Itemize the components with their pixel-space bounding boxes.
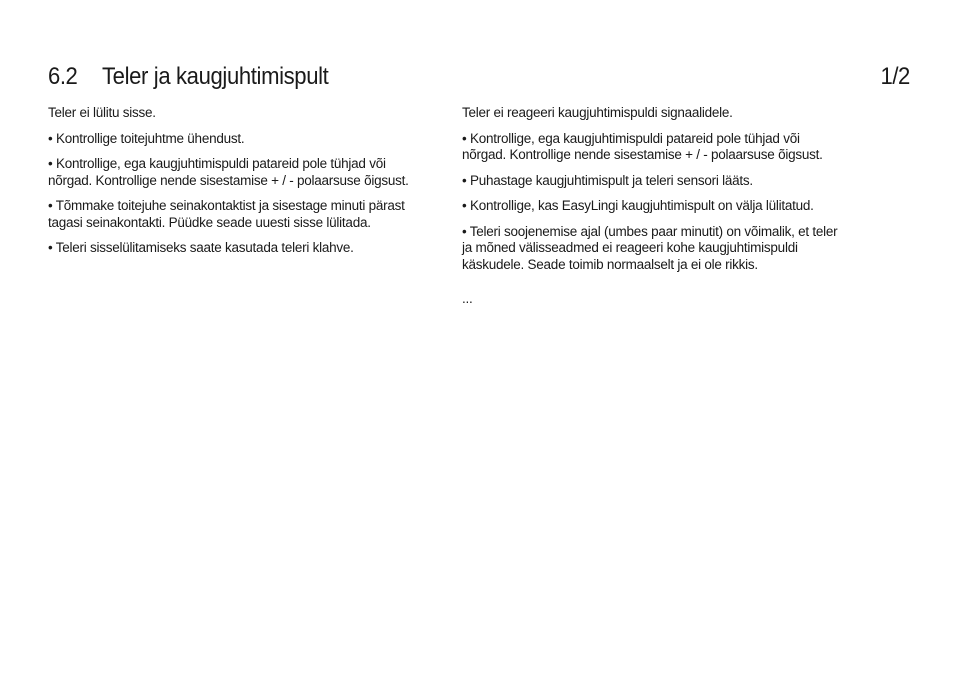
right-column (462, 105, 847, 317)
left-column (48, 105, 433, 266)
page-indicator: 1/2 (880, 63, 910, 90)
section-number: 6.2 (48, 63, 78, 90)
right-column-heading: Teler ei reageeri kaugjuhtimispuldi signaalidele. (462, 105, 733, 120)
left-column-heading: Teler ei lülitu sisse. (48, 105, 156, 120)
right-item-3: • Kontrollige, kas EasyLingi kaugjuhtimispult on välja lülitatud. (462, 198, 814, 213)
continuation-ellipsis: ... (462, 291, 473, 306)
section-title: Teler ja kaugjuhtimispult (102, 63, 329, 90)
page-header (48, 60, 910, 94)
left-item-3: • Tõmmake toitejuhe seinakontaktist ja sisestage minuti pärast tagasi seinakontakti. Püüdke seade uuesti sisse lülitada. (48, 198, 405, 230)
section-heading (48, 63, 348, 91)
right-item-2: • Puhastage kaugjuhtimispult ja teleri sensori lääts. (462, 172, 753, 188)
left-item-1: • Kontrollige toitejuhtme ühendust. (48, 130, 245, 146)
left-item-4: • Teleri sisselülitamiseks saate kasutada teleri klahve. (48, 240, 354, 255)
left-item-2: • Kontrollige, ega kaugjuhtimispuldi patareid pole tühjad või nõrgad. Kontrollige nende sisestamise + / - polaarsuse õigsust. (48, 156, 409, 188)
right-item-1: • Kontrollige, ega kaugjuhtimispuldi patareid pole tühjad või nõrgad. Kontrollige nende sisestamise + / - polaarsuse õigsust. (462, 130, 823, 162)
right-item-4: • Teleri soojenemise ajal (umbes paar minutit) on võimalik, et teler ja mõned välisseadmed ei reageeri kohe kaugjuhtimispuldi käskudele. Seade toimib normaalselt ja ei ole rikkis. (462, 223, 838, 272)
